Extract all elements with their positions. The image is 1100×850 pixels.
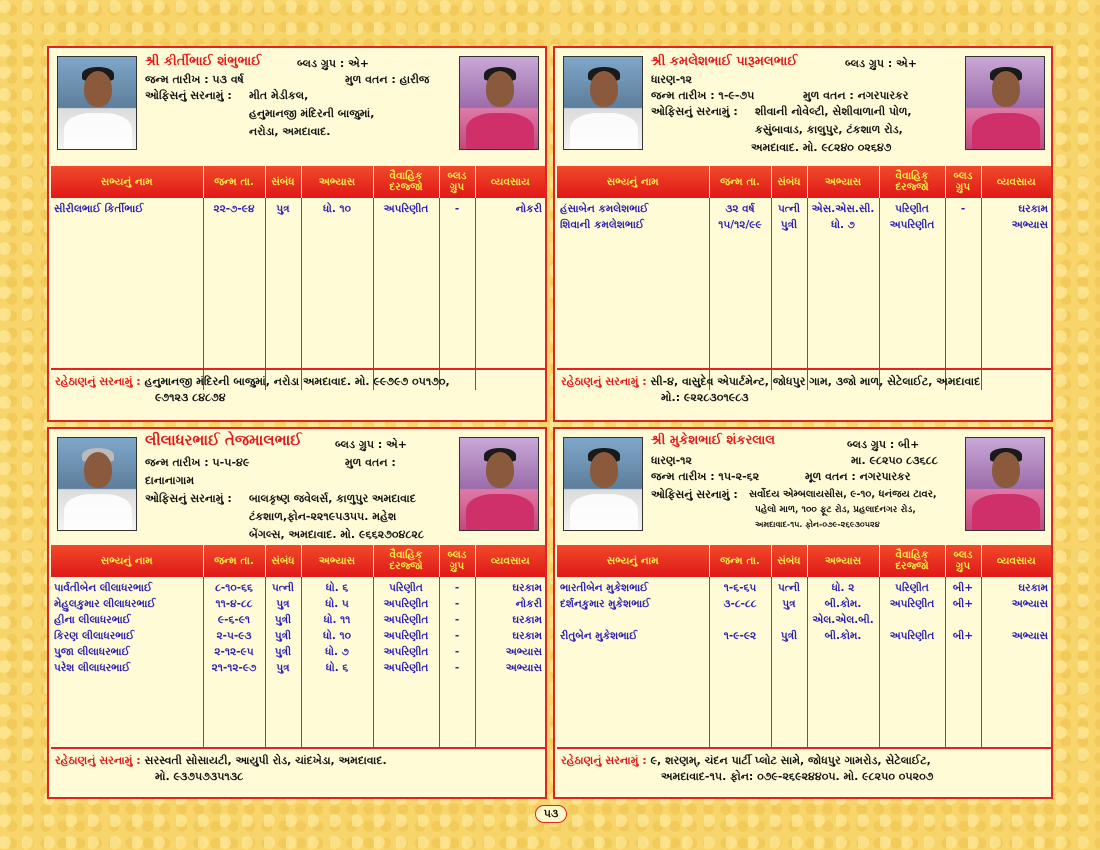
column-relation xyxy=(265,198,301,390)
residence-line-1: હનુમાનજી મંદિરની બાજુમાં, નરોડા અમદાવાદ. મો. ૯૯૭૯૭ ૦૫૧૭૦, xyxy=(144,375,450,388)
cell-member-name: હીના લીલાધરભાઈ xyxy=(54,614,131,626)
column-occupation xyxy=(475,577,545,749)
cell-birth-date: ૧૫/૧૨/૯૯ xyxy=(718,219,762,231)
cell-occupation: ઘરકામ xyxy=(512,614,542,626)
cell-birth-date: ૧-૯-૯૨ xyxy=(723,630,757,642)
office-label: ઓફિસનું સરનામું : xyxy=(651,488,738,501)
cell-birth-date: ૨-૧૨-૯૫ xyxy=(214,646,254,658)
cell-blood-group: - xyxy=(454,582,460,594)
cell-birth-date: ૩૨ વર્ષ xyxy=(725,203,755,215)
office-line-1: સર્વોદય એમ્બલાયસીસ, ૯-૧૦, ધનંજય ટાવર, xyxy=(749,489,937,500)
native-place: મૂળ વતન : નગરપારકર xyxy=(805,470,911,483)
cell-education: ધો. ૭ xyxy=(325,646,349,658)
cell-birth-date: ૯-૬-૯૧ xyxy=(217,614,251,626)
blood-group: બ્લડ ગ્રુપ : એ+ xyxy=(845,57,917,70)
cell-member-name: કિરણ લીલાધરભાઈ xyxy=(54,630,135,642)
column-header-birth-date: જન્મ તા. xyxy=(709,545,771,577)
cell-relation: પત્ની xyxy=(271,582,295,594)
cell-member-name: મેહુલકુમાર લીલાધરભાઈ xyxy=(54,598,156,610)
cell-occupation: અભ્યાસ xyxy=(505,646,542,658)
column-header-blood-group: બ્લડ ગ્રુપ xyxy=(439,166,475,198)
residence-label: રહેઠાણનું સરનામું : xyxy=(55,754,141,767)
cell-relation: પત્ની xyxy=(777,203,801,215)
residence-line-2: અમદાવાદ-૧૫. ફોન: ૦૭૯-૨૬૯૨૪૪૦૫. મો. ૯૮૨૫૦ ૦૫૨૦૭ xyxy=(661,770,934,783)
column-header-occupation: વ્યવસાય xyxy=(981,545,1051,577)
cell-occupation: ઘરકામ xyxy=(512,630,542,642)
column-education xyxy=(807,198,879,390)
column-header-relation: સંબંધ xyxy=(265,545,301,577)
column-marital-status xyxy=(879,577,945,749)
cell-education: ધો. ૧૦ xyxy=(322,203,352,215)
head-name: શ્રી કીર્તીભાઈ શંભુભાઈ xyxy=(145,54,262,69)
cell-education: ધો. ૭ xyxy=(831,219,855,231)
column-birth-date xyxy=(709,198,771,390)
cell-birth-date xyxy=(713,612,768,628)
office-line-3: અમદાવાદ. મો. ૯૮૨૪૦ ૦૨૬૪૭ xyxy=(751,141,892,154)
column-header-member-name: સભ્યનું નામ xyxy=(557,545,709,577)
cell-education: બી.કોમ. xyxy=(824,598,862,610)
office-label: ઓફિસનું સરનામું : xyxy=(145,492,232,505)
head-name: લીલાધરભાઈ તેજમાલભાઈ xyxy=(145,431,302,449)
cell-occupation: અભ્યાસ xyxy=(505,662,542,674)
column-member-name xyxy=(557,577,709,749)
office-label: ઓફિસનું સરનામું : xyxy=(651,105,738,118)
residence-line-1: સી-૪, વાસુદેવ એપાર્ટમેન્ટ, જોધપુર ગામ, ૩જો માળ, સેટેલાઈટ, અમદાવાદ xyxy=(650,375,981,388)
residence-address xyxy=(557,747,1051,797)
cell-occupation xyxy=(985,612,1049,628)
birth-date: જન્મ તારીખ : ૫-૫-૪૯ xyxy=(145,456,250,469)
blood-group: બ્લડ ગ્રુપ : એ+ xyxy=(335,438,407,451)
cell-education: ધો. ૨ xyxy=(831,582,855,594)
cell-blood-group: બી+ xyxy=(952,598,974,610)
column-header-relation: સંબંધ xyxy=(771,166,807,198)
cell-marital-status: અપરિણીત xyxy=(383,646,429,658)
cell-blood-group: - xyxy=(454,598,460,610)
office-label: ઓફિસનું સરનામું : xyxy=(145,89,232,102)
column-header-blood-group: બ્લડ ગ્રુપ xyxy=(945,545,981,577)
cell-blood-group: - xyxy=(454,630,460,642)
family-card-1 xyxy=(47,46,547,422)
cell-birth-date: ૨૧-૧૨-૯૭ xyxy=(211,662,257,674)
birth-date: જન્મ તારીખ : ૧-૯-૭૫ xyxy=(651,89,755,102)
cell-member-name: દર્શનકુમાર મુકેશભાઈ xyxy=(560,598,651,610)
cell-birth-date: ૨-૫-૯૩ xyxy=(216,630,252,642)
column-birth-date xyxy=(709,577,771,749)
cell-relation: પુત્રી xyxy=(274,630,292,642)
column-occupation xyxy=(981,198,1051,390)
head-of-family-photo xyxy=(57,437,137,531)
column-header-education: અભ્યાસ xyxy=(301,545,373,577)
column-education xyxy=(301,198,373,390)
column-education xyxy=(807,577,879,749)
cell-blood-group xyxy=(949,612,978,628)
cell-blood-group: - xyxy=(454,646,460,658)
native-place: મુળ વતન : નગરપારકર xyxy=(803,89,909,102)
residence-label: રહેઠાણનું સરનામું : xyxy=(561,375,647,388)
residence-line-1: ૯, શરણમ્, ચંદન પાર્ટી પ્લોટ સામે, જોધપુર ગામરોડ, સેટેલાઈટ, xyxy=(650,754,931,767)
cell-blood-group: - xyxy=(960,203,966,215)
members-table xyxy=(557,545,1051,749)
residence-label: રહેઠાણનું સરનામું : xyxy=(561,754,647,767)
cell-relation: પુત્ર xyxy=(276,598,290,610)
office-line-2: હનુમાનજી મંદિરની બાજુમાં, xyxy=(249,107,375,120)
office-line-3: નરોડા, અમદાવાદ. xyxy=(249,125,331,138)
column-occupation xyxy=(981,577,1051,749)
cell-blood-group: - xyxy=(454,662,460,674)
cell-relation: પુત્રી xyxy=(274,646,292,658)
cell-marital-status: અપરિણીત xyxy=(889,219,935,231)
spouse-photo xyxy=(965,437,1045,531)
native-place: મુળ વતન : xyxy=(345,456,396,469)
cell-relation: પુત્રી xyxy=(274,614,292,626)
education-line: ધારણ-૧૨ xyxy=(651,73,692,86)
cell-marital-status: પરિણીત xyxy=(389,582,423,594)
column-header-education: અભ્યાસ xyxy=(807,545,879,577)
cell-education: ધો. ૬ xyxy=(325,582,349,594)
column-header-member-name: સભ્યનું નામ xyxy=(51,545,203,577)
cell-occupation: ઘરકામ xyxy=(1018,582,1048,594)
spouse-photo xyxy=(459,56,539,150)
members-table xyxy=(51,166,545,390)
birth-date: જન્મ તારીખ : ૧૫-૨-૬૨ xyxy=(651,470,760,483)
cell-education: બી.કોમ. xyxy=(824,630,862,642)
column-occupation xyxy=(475,198,545,390)
residence-address xyxy=(557,368,1051,420)
page-number: ૫૩ xyxy=(535,805,567,823)
cell-education: ધો. ૧૧ xyxy=(323,614,351,626)
cell-birth-date: ૧૧-૪-૮૮ xyxy=(215,598,253,610)
cell-relation: પુત્ર xyxy=(782,598,796,610)
native-village: દાનાનાગામ xyxy=(145,474,195,487)
head-of-family-photo xyxy=(563,56,643,150)
cell-member-name: સીરીલભાઈ કિર્તીભાઈ xyxy=(54,203,144,215)
column-birth-date xyxy=(203,198,265,390)
cell-marital-status: અપરિણીત xyxy=(889,630,935,642)
office-line-1: શીવાની નોવેલ્ટી, સેશીવાળાની પોળ, xyxy=(755,105,912,118)
cell-education: ધો. ૬ xyxy=(325,662,349,674)
column-header-member-name: સભ્યનું નામ xyxy=(557,166,709,198)
cell-relation: પત્ની xyxy=(777,582,801,594)
column-marital-status xyxy=(373,577,439,749)
cell-member-name: પાર્વતીબેન લીલાધરભાઈ xyxy=(54,582,153,594)
cell-education: એસ.એસ.સી. xyxy=(811,203,875,215)
head-name: શ્રી કમલેશભાઈ પારૂમલભાઈ xyxy=(651,54,798,69)
cell-marital-status: અપરિણીત xyxy=(383,630,429,642)
cell-relation: પુત્ર xyxy=(276,203,290,215)
office-line-3: અમદાવાદ-૧૫. ફોન-૦૭૯-૨૬૯૩૦૫૨૪ xyxy=(755,520,880,529)
cell-marital-status xyxy=(883,612,942,628)
column-header-marital-status: વૈવાહિક દરજ્જો xyxy=(879,545,945,577)
column-header-marital-status: વૈવાહિક દરજ્જો xyxy=(373,166,439,198)
cell-birth-date: ૩-૮-૮૮ xyxy=(723,598,757,610)
cell-occupation: અભ્યાસ xyxy=(1011,219,1048,231)
residence-line-1: સરસ્વતી સોસાયટી, આયુપી રોડ, ચાંદખેડા, અમદાવાદ. xyxy=(144,754,387,767)
column-header-occupation: વ્યવસાય xyxy=(475,545,545,577)
column-member-name xyxy=(51,577,203,749)
column-blood-group xyxy=(439,577,475,749)
cell-marital-status: પરિણીત xyxy=(895,203,929,215)
column-header-member-name: સભ્યનું નામ xyxy=(51,166,203,198)
mobile-number: મા. ૯૮૨૫૦ ૮૩૬૮૮ xyxy=(851,454,938,467)
cell-birth-date: ૨૨-૭-૯૪ xyxy=(213,203,255,215)
residence-address xyxy=(51,368,545,420)
cell-education: ધો. ૫ xyxy=(325,598,349,610)
cell-relation: પુત્ર xyxy=(276,662,290,674)
column-birth-date xyxy=(203,577,265,749)
residence-address xyxy=(51,747,545,797)
cell-member-name: પરેશ લીલાધરભાઈ xyxy=(54,662,131,674)
birth-date: જન્મ તારીખ : ૫૩ વર્ષ xyxy=(145,73,244,86)
cell-member-name: શિવાની કમલેશભાઈ xyxy=(560,219,645,231)
cell-member-name: હંસાબેન કમલેશભાઈ xyxy=(560,203,649,215)
cell-blood-group: - xyxy=(454,614,460,626)
column-header-marital-status: વૈવાહિક દરજ્જો xyxy=(373,545,439,577)
cell-marital-status: અપરિણીત xyxy=(383,203,429,215)
column-header-occupation: વ્યવસાય xyxy=(981,166,1051,198)
column-relation xyxy=(771,198,807,390)
residence-line-2: મો. ૯૩૭૫૭૩૫૧૩૮ xyxy=(155,770,244,783)
spouse-photo xyxy=(459,437,539,531)
residence-line-2: મો.: ૯૨૨૮૩૦૧૯૮૩ xyxy=(661,391,749,404)
column-header-relation: સંબંધ xyxy=(265,166,301,198)
cell-occupation: અભ્યાસ xyxy=(1011,630,1048,642)
column-header-birth-date: જન્મ તા. xyxy=(203,545,265,577)
column-blood-group xyxy=(945,577,981,749)
office-line-2: પહેલો માળ, ૧૦૦ ફૂટ રોડ, પ્રહલાદનગર રોડ, xyxy=(755,505,916,515)
column-relation xyxy=(771,577,807,749)
cell-blood-group: બી+ xyxy=(952,582,974,594)
cell-occupation: નોકરી xyxy=(515,203,542,215)
education-line: ધારણ-૧૨ xyxy=(651,454,692,467)
column-marital-status xyxy=(879,198,945,390)
office-line-1: બાલકૃષ્ણ જવેલર્સ, કાળુપુર અમદાવાદ xyxy=(249,492,416,505)
column-blood-group xyxy=(439,198,475,390)
column-relation xyxy=(265,577,301,749)
cell-marital-status: અપરિણીત xyxy=(383,598,429,610)
cell-occupation: ઘરકામ xyxy=(512,582,542,594)
cell-relation: પુત્રી xyxy=(780,219,798,231)
native-place: મુળ વતન : હારીજ xyxy=(345,73,430,86)
cell-marital-status: અપરિણીત xyxy=(383,662,429,674)
cell-member-name xyxy=(560,612,706,628)
cell-education: ધો. ૧૦ xyxy=(322,630,352,642)
column-blood-group xyxy=(945,198,981,390)
cell-education: એલ.એલ.બી. xyxy=(812,614,874,626)
cell-blood-group: બી+ xyxy=(952,630,974,642)
cell-blood-group xyxy=(949,217,978,233)
members-table xyxy=(557,166,1051,390)
column-header-marital-status: વૈવાહિક દરજ્જો xyxy=(879,166,945,198)
column-member-name xyxy=(51,198,203,390)
cell-birth-date: ૧-૬-૬૫ xyxy=(723,582,757,594)
column-member-name xyxy=(557,198,709,390)
column-header-education: અભ્યાસ xyxy=(301,166,373,198)
cell-blood-group: - xyxy=(454,203,460,215)
spouse-photo xyxy=(965,56,1045,150)
column-header-occupation: વ્યવસાય xyxy=(475,166,545,198)
column-marital-status xyxy=(373,198,439,390)
column-header-relation: સંબંધ xyxy=(771,545,807,577)
family-card-2 xyxy=(553,46,1053,422)
office-line-2: કસુંબાવાડ, કાલુપુર, ટંકશાળ રોડ, xyxy=(755,123,903,136)
cell-marital-status: અપરિણીત xyxy=(383,614,429,626)
cell-relation xyxy=(775,612,804,628)
column-education xyxy=(301,577,373,749)
office-line-1: મીત મેડીકલ, xyxy=(249,89,309,102)
office-line-3: બેંગલ્સ, અમદાવાદ. મો. ૯૬૬૨૭૦૪૮૨૮ xyxy=(249,528,424,541)
head-of-family-photo xyxy=(563,437,643,531)
members-table xyxy=(51,545,545,749)
cell-occupation: નોકરી xyxy=(515,598,542,610)
column-header-birth-date: જન્મ તા. xyxy=(709,166,771,198)
family-card-4 xyxy=(553,427,1053,799)
head-of-family-photo xyxy=(57,56,137,150)
column-header-blood-group: બ્લડ ગ્રુપ xyxy=(945,166,981,198)
office-line-2: ટંકશાળ,ફોન-૨૨૧૯૫૩૫૫. મહેશ xyxy=(249,510,397,523)
cell-marital-status: પરિણીત xyxy=(895,582,929,594)
cell-marital-status: અપરિણીત xyxy=(889,598,935,610)
head-name: શ્રી મુકેશભાઈ શંકરલાલ xyxy=(651,433,776,448)
cell-occupation: ઘરકામ xyxy=(1018,203,1048,215)
column-header-blood-group: બ્લડ ગ્રુપ xyxy=(439,545,475,577)
blood-group: બ્લડ ગ્રુપ : એ+ xyxy=(297,57,369,70)
cell-member-name: પુજા લીલાધરભાઈ xyxy=(54,646,130,658)
residence-line-2: ૯૭૧૨૩ ૮૪૮૭૪ xyxy=(155,391,226,404)
cell-member-name: ભારતીબેન મુકેશભાઈ xyxy=(560,582,649,594)
column-header-birth-date: જન્મ તા. xyxy=(203,166,265,198)
column-header-education: અભ્યાસ xyxy=(807,166,879,198)
blood-group: બ્લડ ગ્રુપ : બી+ xyxy=(847,438,920,451)
cell-occupation: અભ્યાસ xyxy=(1011,598,1048,610)
residence-label: રહેઠાણનું સરનામું : xyxy=(55,375,141,388)
cell-relation: પુત્રી xyxy=(780,630,798,642)
cell-birth-date: ૮-૧૦-૬૬ xyxy=(215,582,253,594)
family-card-3 xyxy=(47,427,547,799)
cell-member-name: રીતુબેન મુકેશભાઈ xyxy=(560,630,638,642)
